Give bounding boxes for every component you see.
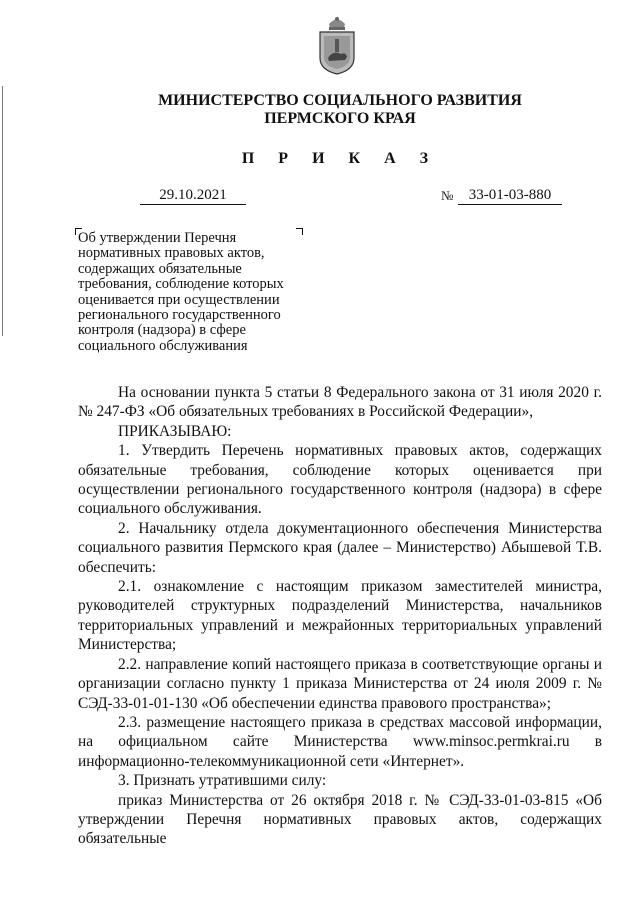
document-body xyxy=(78,383,602,849)
ministry-line-1: МИНИСТЕРСТВО СОЦИАЛЬНОГО РАЗВИТИЯ xyxy=(158,92,522,109)
paragraph-basis: На основании пункта 5 статьи 8 Федерального закона от 31 июля 2020 г. № 247-ФЗ «Об обязательных требованиях в Российской Федерации», xyxy=(78,384,602,421)
subject-line: требования, соблюдение которых xyxy=(78,276,284,293)
subject-line: нормативных правовых актов, xyxy=(78,245,265,262)
ministry-name xyxy=(80,92,600,128)
ministry-line-2: ПЕРМСКОГО КРАЯ xyxy=(264,110,416,127)
subject-line: Об утверждении Перечня xyxy=(78,230,237,246)
subject-line: социального обслуживания xyxy=(78,337,248,354)
document-date: 29.10.2021 xyxy=(140,186,246,205)
scan-edge-line xyxy=(2,86,3,336)
paragraph-item-2: 2. Начальнику отдела документационного обеспечения Министерства социального развития Пермского края (далее – Министерство) Абышевой Т.В. обеспечить: xyxy=(78,519,602,576)
subject-line: содержащих обязательные xyxy=(78,260,242,277)
paragraph-item-2-3: 2.3. размещение настоящего приказа в средствах массовой информации, на официальном сайте Министерства www.minsoc.permkrai.ru в информационно-телекоммуникационной сети «Интернет». xyxy=(78,713,602,770)
document-subject xyxy=(78,231,318,354)
document-type: П Р И К А З xyxy=(241,150,439,167)
paragraph-order: ПРИКАЗЫВАЮ: xyxy=(118,422,232,440)
paragraph-item-2-2: 2.2. направление копий настоящего приказа в соответствующие органы и организации согласно пункту 1 приказа Министерства от 24 июля 2009 г. № СЭД-33-01-01-130 «Об обеспечении единства правового пространства»; xyxy=(78,655,602,712)
paragraph-item-2-1: 2.1. ознакомление с настоящим приказом заместителей министра, руководителей структурных подразделений Министерства, начальников территориальных управлений и межрайонных территориальных управлений Министерства; xyxy=(78,578,602,654)
coat-of-arms-icon xyxy=(315,14,359,76)
number-label: № xyxy=(441,188,454,203)
subject-line: оценивается при осуществлении xyxy=(78,291,280,308)
paragraph-repealed-order: приказ Министерства от 26 октября 2018 г. № СЭД-33-01-03-815 «Об утверждении Перечня нормативных правовых актов, содержащих обязательные xyxy=(78,791,602,848)
subject-line: контроля (надзора) в сфере xyxy=(78,322,246,339)
document-number: 33-01-03-880 xyxy=(458,186,562,205)
subject-line: регионального государственного xyxy=(78,307,281,324)
paragraph-item-3: 3. Признать утратившими силу: xyxy=(118,772,327,790)
paragraph-item-1: 1. Утвердить Перечень нормативных правовых актов, содержащих обязательные требования, соблюдение которых оценивается при осуществлении регионального государственного контроля (надзора) в сфере социального обслуживания. xyxy=(78,442,602,518)
